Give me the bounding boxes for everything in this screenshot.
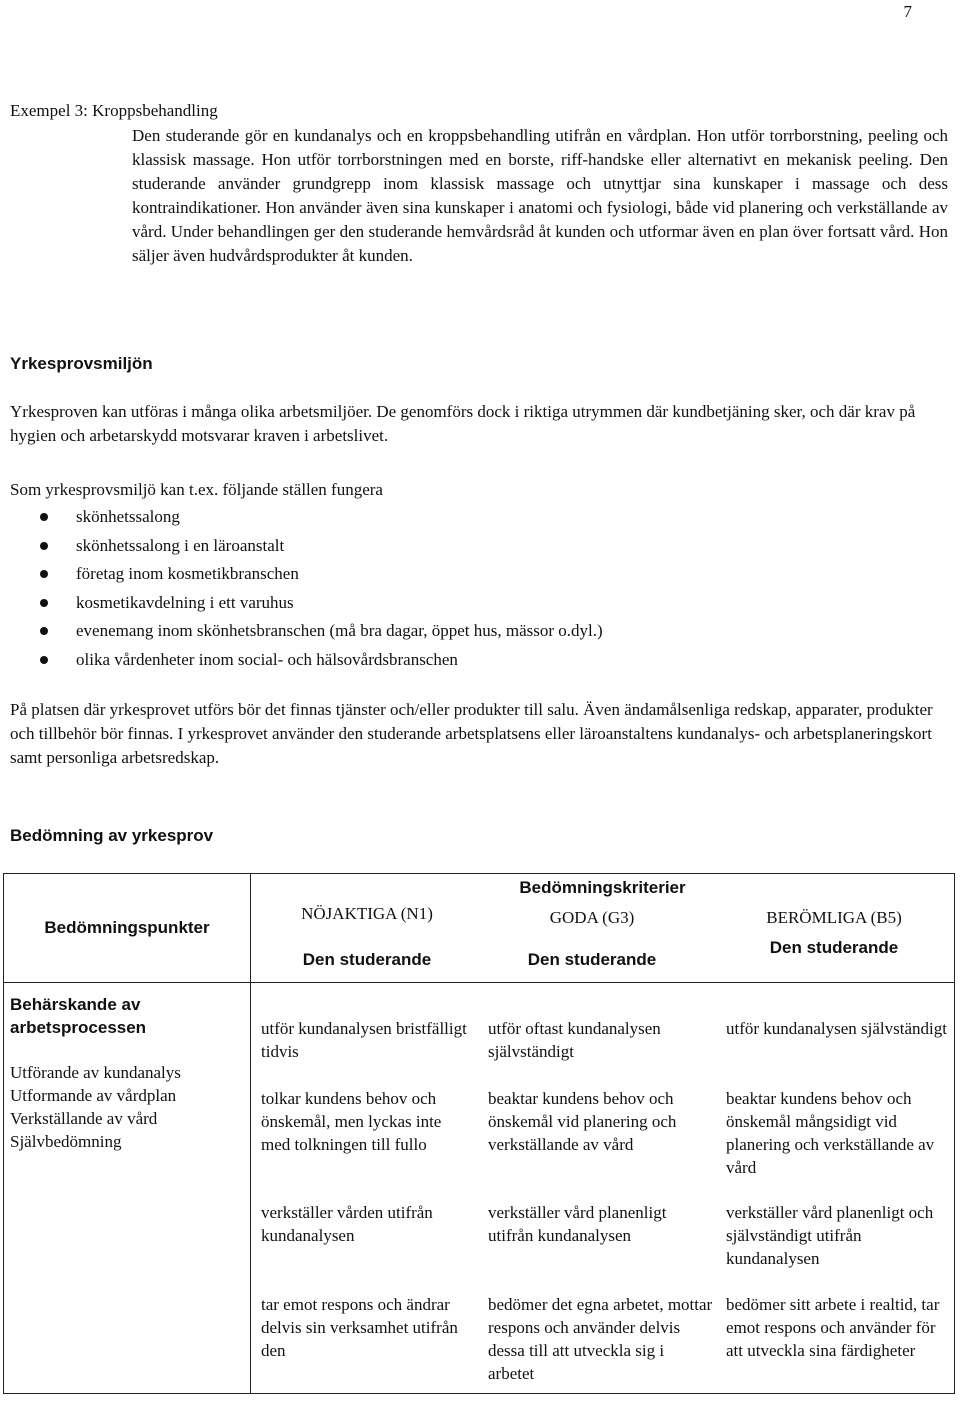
environment-list bbox=[40, 505, 603, 676]
criterion-g3: utför oftast kundanalysen självständigt bbox=[488, 1019, 661, 1061]
list-item: evenemang inom skönhetsbranschen (må bra dagar, öppet hus, mässor o.dyl.) bbox=[40, 619, 603, 648]
assessment-table bbox=[3, 873, 955, 1394]
list-item: olika vårdenheter inom social- och hälsovårdsbranschen bbox=[40, 648, 603, 677]
criterion-b5: utför kundanalysen självständigt bbox=[726, 1019, 947, 1038]
list-item: kosmetikavdelning i ett varuhus bbox=[40, 591, 603, 620]
criterion-g3: verkställer vård planenligt utifrån kundanalysen bbox=[488, 1203, 667, 1245]
level-g3: GODA (G3) bbox=[549, 908, 635, 927]
assessment-points-cell bbox=[4, 983, 251, 1394]
table-row bbox=[4, 983, 955, 1394]
criterion-g3: beaktar kundens behov och önskemål vid planering och verkställande av vård bbox=[488, 1089, 677, 1154]
list-item: skönhetssalong bbox=[40, 505, 603, 534]
criterion-g3: bedömer det egna arbetet, mottar respons och använder delvis dessa till att utveckla sig i arbetet bbox=[488, 1295, 713, 1383]
environment-paragraph-2: Som yrkesprovsmiljö kan t.ex. följande ställen fungera bbox=[10, 480, 383, 499]
list-item: företag inom kosmetikbranschen bbox=[40, 562, 603, 591]
page-number: 7 bbox=[903, 2, 912, 21]
criterion-b5: bedömer sitt arbete i realtid, tar emot respons och använder för att utveckla sina färdigheter bbox=[726, 1295, 940, 1360]
header-criteria-cell bbox=[251, 874, 955, 983]
criterion-n1: verkställer vården utifrån kundanalysen bbox=[261, 1203, 433, 1245]
criterion-b5: verkställer vård planenligt och självständigt utifrån kundanalysen bbox=[726, 1203, 934, 1268]
criterion-n1: tar emot respons och ändrar delvis sin verksamhet utifrån den bbox=[261, 1295, 458, 1360]
student-label-g3: Den studerande bbox=[527, 950, 657, 969]
student-label-n1: Den studerande bbox=[302, 950, 432, 969]
criteria-cell bbox=[251, 983, 955, 1394]
criterion-n1: tolkar kundens behov och önskemål, men lyckas inte med tolkningen till fullo bbox=[261, 1089, 442, 1154]
environment-heading: Yrkesprovsmiljön bbox=[10, 354, 153, 373]
environment-paragraph-3: På platsen där yrkesprovet utförs bör det finnas tjänster och/eller produkter till salu. Även ändamålsenliga redskap, apparater, produkter och tillbehör bör finnas. I yrkesprovet använder den studerande arbetsplatsens eller läroanstaltens kundanalys- och arbetsplaneringskort samt personliga arbetsredskap. bbox=[10, 700, 933, 767]
example-body: Den studerande gör en kundanalys och en kroppsbehandling utifrån en vårdplan. Hon utför torrborstning, peeling och klassisk massage. Hon utför torrborstningen med en borste, riff-handske eller alternativt en mekanisk peeling. Den studerande använder grundgrepp inom klassisk massage och utnyttjar sina kunskaper i massage och dess kontraindikationer. Hon använder även sina kunskaper i anatomi och fysiologi, både vid planering och verkställande av vård. Under behandlingen ger den studerande hemvårdsråd åt kunden och utformar även en plan över fortsatt vård. Hon säljer även hudvårdsprodukter åt kunden. bbox=[132, 126, 948, 265]
sub-point: Utförande av kundanalys bbox=[10, 1063, 181, 1082]
assessment-heading: Bedömning av yrkesprov bbox=[10, 826, 214, 845]
criterion-n1: utför kundanalysen bristfälligt tidvis bbox=[261, 1019, 467, 1061]
criterion-b5: beaktar kundens behov och önskemål mångsidigt vid planering och verkställande av vård bbox=[726, 1089, 935, 1177]
example-title: Exempel 3: Kroppsbehandling bbox=[10, 101, 218, 120]
student-label-b5: Den studerande bbox=[769, 938, 899, 957]
list-item: skönhetssalong i en läroanstalt bbox=[40, 534, 603, 563]
table-header-row bbox=[4, 874, 955, 983]
environment-paragraph-1: Yrkesproven kan utföras i många olika arbetsmiljöer. De genomförs dock i riktiga utrymmen där kundbetjäning sker, och där krav på hygien och arbetarskydd motsvarar kraven i arbetslivet. bbox=[10, 402, 916, 445]
level-n1: NÖJAKTIGA (N1) bbox=[301, 904, 433, 923]
header-assessment-points: Bedömningspunkter bbox=[4, 874, 251, 983]
level-b5: BERÖMLIGA (B5) bbox=[766, 908, 902, 927]
sub-point: Självbedömning bbox=[10, 1132, 122, 1151]
sub-point: Utformande av vårdplan bbox=[10, 1086, 177, 1105]
sub-point: Verkställande av vård bbox=[10, 1109, 158, 1128]
process-title: Behärskande av arbetsprocessen bbox=[10, 995, 147, 1037]
header-criteria: Bedömningskriterier bbox=[519, 878, 686, 897]
